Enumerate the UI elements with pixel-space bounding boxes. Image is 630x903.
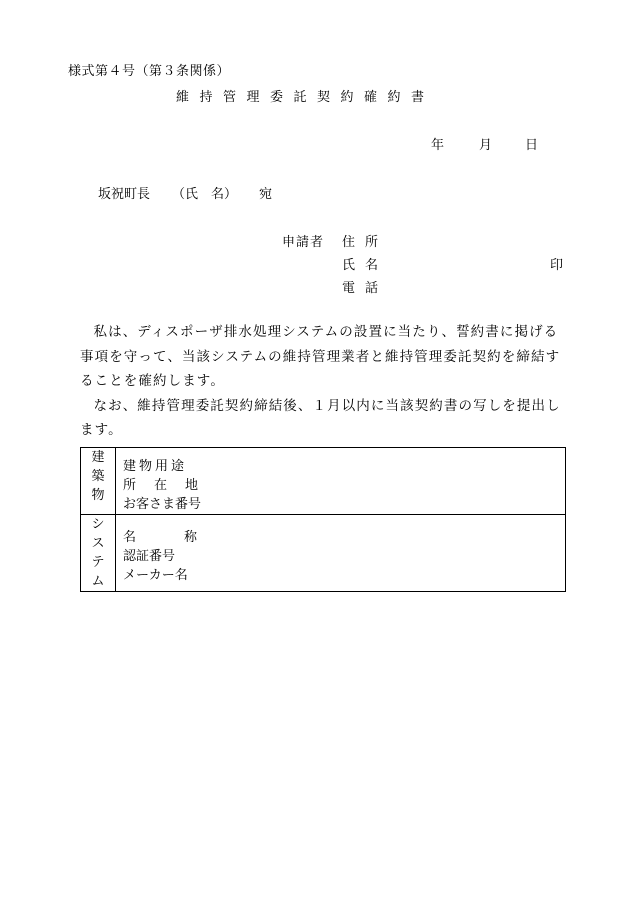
addressee-suffix: 宛	[259, 187, 273, 202]
building-use-label: 建物用途	[123, 459, 188, 474]
building-header-char: 築	[91, 469, 105, 484]
building-row	[81, 448, 566, 515]
addressee-line	[98, 183, 272, 202]
manufacturer-name-label: メーカー名	[123, 568, 188, 583]
system-name-label: 名称	[123, 530, 246, 545]
applicant-phone-label: 電話	[342, 281, 389, 296]
body-paragraph-1: 私は、ディスポーザ排水処理システムの設置に当たり、誓約書に掲げる事項を守って、当該システムの維持管理業者と維持管理委託契約を締結することを確約します。	[80, 324, 561, 389]
seal-mark: 印	[550, 258, 564, 273]
date-day-label: 日	[525, 138, 539, 153]
customer-number-label: お客さま番号	[123, 497, 202, 512]
building-header	[81, 448, 116, 515]
form-number: 様式第４号（第３条関係）	[68, 64, 231, 79]
certification-number-label: 認証番号	[123, 549, 176, 564]
addressee-name-placeholder: （氏 名）	[172, 187, 238, 202]
building-fields	[116, 448, 566, 515]
building-header-char: 物	[91, 488, 105, 503]
building-location-label: 所在地	[123, 478, 217, 493]
applicant-address-label: 住所	[342, 235, 389, 250]
date-month-label: 月	[479, 138, 493, 153]
addressee-title: 坂祝町長	[98, 187, 151, 202]
applicant-name-label: 氏名	[342, 258, 389, 273]
body-text	[80, 320, 570, 443]
system-header-char: ス	[91, 536, 105, 551]
applicant-label: 申請者	[282, 235, 325, 250]
system-header	[81, 515, 116, 592]
system-header-char: シ	[91, 517, 105, 532]
body-paragraph-2: なお、維持管理委託契約締結後、１月以内に当該契約書の写しを提出します。	[80, 397, 561, 438]
system-header-char: テ	[91, 555, 105, 570]
system-row	[81, 515, 566, 592]
building-header-char: 建	[91, 450, 105, 465]
date-year-label: 年	[431, 138, 445, 153]
system-header-char: ム	[91, 574, 105, 589]
system-fields	[116, 515, 566, 592]
document-title: 維持管理委託契約確約書	[176, 90, 435, 105]
info-table	[80, 447, 566, 592]
